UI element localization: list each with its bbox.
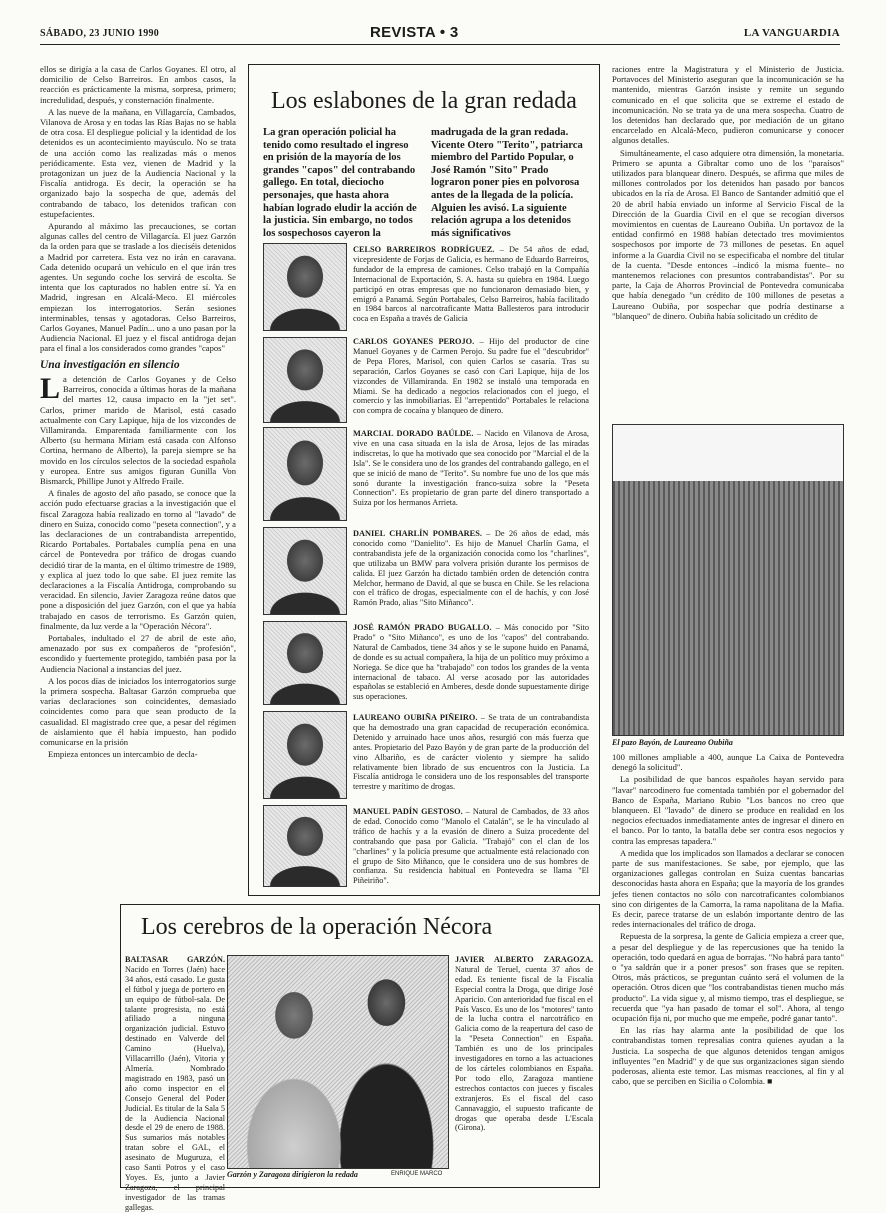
photo-caption: El pazo Bayón, de Laureano Oubiña <box>612 738 733 747</box>
issue-date: SÁBADO, 23 JUNIO 1990 <box>40 28 160 39</box>
left-article-column <box>40 64 236 906</box>
right-article-column-bottom <box>612 752 844 1182</box>
portrait-photo <box>263 805 347 887</box>
bio-name: JAVIER ALBERTO ZARAGOZA. <box>455 955 593 964</box>
drop-cap: L <box>40 371 61 405</box>
portrait-photo <box>263 337 347 423</box>
article-paragraph: 100 millones ampliable a 400, aunque La Caixa de Pontevedra denegó la solicitud". <box>612 752 844 773</box>
bio-entry: CELSO BARREIROS RODRÍGUEZ. – De 54 años de edad, vicepresidente de Forjas de Galicia, es hermano de Eduardo Barreiros, fundador de la empresa de camiones. Celso trabajó en la Compañía Internacional de Exportación, S. A. hasta su quiebra en 1984. Luego participó en otras empresas que no funcionaron demasiado bien, y emigró a Panamá. Según Portabales, Celso Barreiros, había facilitado en 1984 barcos al narcotraficante Matta Ballesteros para introducir coca en España a través de Galicia <box>353 245 590 324</box>
portrait-photo <box>263 243 347 331</box>
box-lead-left: La gran operación policial ha tenido como resultado el ingreso en prisión de la mayoría de los grandes "capos" del contrabando gallego. En total, dieciocho personajes, que hasta ahora habían logrado eludir la acción de la justicia. Sin embargo, no todos los sospechosos cayeron la <box>263 127 417 239</box>
bio-entry: JAVIER ALBERTO ZARAGOZA. Natural de Teruel, cuenta 37 años de edad. Es teniente fiscal de la Fiscalía Especial contra la Droga, que dirige José Aparicio. Con anterioridad fue fiscal en el País Vasco. Es uno de los "motores" tanto de la lucha contra el narcotráfico en Galicia como de la reapertura del caso de la "Peseta Connection" en España. También es uno de los principales investigadores en torno a las actuaciones de los cárteles colombianos en España. Por todo ello, Zaragoza mantiene estrechos contactos con jueces y fiscales extranjeros. Es el fiscal del caso Cannavaggio, el supuesto traficante de drogas que operaba desde L'Escala (Girona). <box>455 955 593 1133</box>
article-paragraph: Empieza entonces un intercambio de decla- <box>48 749 198 760</box>
bio-name: CARLOS GOYANES PEROJO. <box>353 337 475 346</box>
article-paragraph: A medida que los implicados son llamados a declarar se conocen parte de sus manifestaciones. Se sabe, por ejemplo, que las organizaciones gallegas controlan en Suiza cuentas bancarias desconocidas hasta ahora en España; que la mayoría de los grandes jefes tienen contactos no sólo con narcotraficantes colombianos sino con dirigentes de la Camorra, la rama napolitana de la Mafia. Es decir, parece tratarse de un eslabón importante dentro de las redes internacionales del tráfico de droga. <box>612 847 844 930</box>
bio-entry: MARCIAL DORADO BAÚLDE. – Nacido en Vilanova de Arosa, vive en una casa situada en la isla de Arosa, lejos de las miradas indiscretas, lo que ha motivado que sea conocido por "Marcial el de la Isla". Se le considera uno de los grandes del contrabando gallego, en el que se inició de mano de "Terito". Su nombre fue uno de los que más sonó durante la investigación franco-suiza sobre la "Peseta Connection". Es propietario de gran parte del dinero transportado a Suiza por los hermanos Arrieta. <box>353 429 589 508</box>
article-paragraph: A los pocos días de iniciados los interrogatorios surge la primera sospecha. Baltasar Garzón comprueba que varias declaraciones son coincidentes, demasiado coincidentes como para que sean producto de la casualidad. El magistrado cree que, a pesar del régimen de aislamiento que él había impuesto, han podido comunicarse en la prisión <box>40 675 236 747</box>
box-title: Los cerebros de la operación Nécora <box>141 914 493 940</box>
bio-entry: BALTASAR GARZÓN. Nacido en Torres (Jaén) hace 34 años, está casado. Le gusta el fútbol y juega de portero en un equipo de fútbol-sala. De talante progresista, no está afiliado a ninguna organización judicial. Estuvo destinado en Valverde del Camino (Huelva), Villacarrillo (Jaén), Vitoria y Almería. Nombrado magistrado en 1983, pasó un año como inspector en el Consejo General del Poder Judicial. Es titular de la Sala 5 de la Audiencia Nacional desde el 29 de enero de 1988. Sus sumarios más notables tratan sobre el GAL, el asesinato de Muguruza, el caso Santi Potros y el caso Yoyes. Es, junto a Javier Zaragoza, el principal investigador de las tramas gallegas. <box>125 955 225 1212</box>
bio-name: BALTASAR GARZÓN. <box>125 955 225 964</box>
article-paragraph: Portabales, indultado el 27 de abril de este año, amenazado por sus ex compañeros de "profesión", escondido y fuertemente protegido, también pasa por la Audiencia Nacional a instancias del juez. <box>40 632 236 674</box>
portrait-photo <box>263 527 347 615</box>
portrait-photo <box>263 621 347 705</box>
newspaper-name: LA VANGUARDIA <box>743 27 840 39</box>
article-paragraph: Apurando al máximo las precauciones, se cortan algunas calles del centro de Villagarcía. El juez Garzón da la orden para que se traslade a los dieciséis detenidos a Madrid por carretera. Esta vez no irán en caravana. Cada detenido ocupará un vehículo en el que irán tres agentes. Un segundo coche los servirá de escolta. Se intenta que los capturados no hablen entre sí. Ya en Madrid, ingresan en Alcalá-Meco. El miércoles empiezan los interrogatorios. Serán sesiones interminables, tensas y agotadoras. Celso Barreiros, Carlos Goyanes, Manuel Padín... uno a uno pasan por la Audiencia Nacional. El juez y el fiscal antidroga dejan para el final a los considerados como grandes "capos" <box>40 221 236 354</box>
article-paragraph: ellos se dirigía a la casa de Carlos Goyanes. El otro, al domicilio de Celso Barreiros. En ambos casos, la reacción es prácticamente la misma, sorpresa, primero; incredulidad, después, y consternación finalmente. <box>40 64 236 105</box>
bio-entry: DANIEL CHARLÍN POMBARES. – De 26 años de edad, más conocido como "Danielito". Es hijo de Manuel Charlín Gama, el contrabandista jefe de la organización conocida como los "charlines", que utilizaba un BMW para volvera prisión durante los permisos de calida. El juez Garzón ha dictado también orden de detención contra Melchor, hermano de David, al que se busca en Chile. Se les relaciona con el tráfico de drogas, especialmente con el de hachís, y con José Ramón Prado, alias "Sito Miñanco". <box>353 529 589 608</box>
bio-name: JOSÉ RAMÓN PRADO BUGALLO. <box>353 623 492 632</box>
article-paragraph: A las nueve de la mañana, en Villagarcía, Cambados, Vilanova de Arosa y en todas las Rías Bajas no se habla de otra cosa. El despliegue policial y la identidad de los detenidos es un acontecimiento mayúsculo. No se trata de una acción como las realizadas más o menos periódicamente. Esta vez, vienen de Madrid y la protagonizan un juez de la Audiencia Nacional y la Fiscalía antidroga. Es decir, la operación se ha organizado bajo la sospecha de que, además del contrabando de tabaco, los detenidos trafican con estupefacientes. <box>40 106 236 219</box>
pazo-photo <box>612 424 844 736</box>
right-article-column-top <box>612 64 844 420</box>
photo-caption: Garzón y Zaragoza dirigieron la redada <box>227 1170 358 1179</box>
bio-entry: JOSÉ RAMÓN PRADO BUGALLO. – Más conocido por "Sito Prado" o "Sito Miñanco", es uno de los "capos" del contrabando. Natural de Cambados, tiene 34 años y se le supone huido en Panamá, de donde es su actual compañera, la hija de un político muy próximo a Noriega. Se dice que ha "trabajado" con todos los grandes de la venta internacional de tabaco. Al verse acosado por las autoridades españolas se estableció en Amberes, desde donde supuestamente dirige sus operaciones. <box>353 623 589 702</box>
section-label: REVISTA • 3 <box>370 24 459 41</box>
photo-credit: ENRIQUE MARCO <box>391 1171 443 1177</box>
bio-name: CELSO BARREIROS RODRÍGUEZ. <box>353 245 495 254</box>
article-paragraph: En las rías hay alarma ante la posibilidad de que los contrabandistas tomen represalias contra quienes ayudan a la Justicia. La sospecha de que algunos detenidos tengan amigos influyentes "en Madrid" y de que sus organizaciones sigan siendo poderosas, alienta este temor. Las mismas reacciones, al fin y al cabo, que se perciben en Sicilia o Colombia. ■ <box>612 1025 844 1087</box>
bio-name: MARCIAL DORADO BAÚLDE. <box>353 429 474 438</box>
bio-name: MANUEL PADÍN GESTOSO. <box>353 807 463 816</box>
bio-entry: MANUEL PADÍN GESTOSO. – Natural de Cambados, de 33 años de edad. Conocido como "Manolo el Catalán", se le ha vinculado al tráfico de hachís y a la evasión de dinero a Suiza procedente del contrabando que pasa por Galicia. "Trabajó" con el clan de los "charlines" y la policía presume que actualmente está relacionado con el grupo de Sito Miñanco, que le considera uno de sus hombres de confianza. Su residencia habitual en Pontevedra se llama "El Piñeiriño". <box>353 807 589 886</box>
bio-entry: CARLOS GOYANES PEROJO. – Hijo del productor de cine Manuel Goyanes y de Carmen Perojo. Su padre fue el "descubridor" de Pepa Flores, Marisol, con quien Carlos se casaría. Tras su separación, Carlos Goyanes se casó con Cari Lapique, hija de los vizcondes de Villamiranda. En 1982 se instaló una temporada en Miami. Se ha dedicado a negocios relacionados con el juego, el comercio y las inmobiliarias. El "arrepentido" Portabales le relaciona con compra de cocaína y blanqueo de dinero. <box>353 337 590 416</box>
box-title: Los eslabones de la gran redada <box>271 88 577 114</box>
box-lead-right: madrugada de la gran redada. Vicente Otero "Terito", patriarca miembro del Partido Popular, o José Ramón "Sito" Prado lograron poner pies en polvorosa antes de la llegada de la policía. Alguien les avisó. La siguiente relación agrupa a los detenidos más significativos <box>431 127 583 239</box>
article-paragraph: a detención de Carlos Goyanes y de Celso Barreiros, conocida a últimas horas de la mañana del martes 12, causa impacto en la "jet set". Carlos, primer marido de Marisol, está casado actualmente con Cary Lapique, hija de los vizcondes de Villamiranda. Emparentada familiarmente con los Alberto (su hermana Miriam está casada con Alfonso Cortina, hermano de Alberto), la pareja siempre se ha movido en los círculos selectos de la sociedad española y europea. Entre sus amigos figuran Gunilla Von Bismarck, Phillipe Junot y Alfredo Fraile. <box>40 373 236 486</box>
portrait-photo <box>263 427 347 521</box>
article-paragraph: Repuesta de la sorpresa, la gente de Galicia empieza a creer que, a pesar del despliegue y de las repercusiones que ha tenido la operación, todo quedará en agua de borrajas. "No habrá para tanto" o "ya saldrán que ir a poner presos" son frases que se repiten. Otros, más prácticos, se preguntan cuánto será el volumen de la operación. Otros dicen que "los contrabandistas tienen mucho más producto". La vida sigue y, al mismo tiempo, tras el despliegue, se recuerda que "ya han pasado de tomar el sol". Ahora, al tengo ocupación fija ni, por mucho que me empeñe, podré ganar tanto". <box>612 931 844 1024</box>
sidebar-box-cerebros <box>120 904 600 1212</box>
article-paragraph: Simultáneamente, el caso adquiere otra dimensión, la monetaria. Primero se apunta a Gibraltar como uno de los "paraísos" utilizados para blanquear dinero. Después, se afirma que miles de millones controlados por los detenidos han pasado por bancos ubicados en la ría de Arosa. El Banco de Santander admitió que el 20 de abril había enviado un informe al Servicio Fiscal de la Dirección de la Guardia Civil en el que se recogían diversos movimientos en cuentas de Laureano Oubiña. Un portavoz de la entidad confirmó en 1988 habían detectado tres movimientos sospechosos por importe de 73 millones de pesetas. En aquel informe a la Guardia Civil no se especificaba el nombre del titular de la cuenta. "Desde entonces –indicó la misma fuente– no mantenemos relaciones con presuntos contrabandistas". Por su parte, la Caja de Ahorros Provincial de Pontevedra comunicaba que había denegado "un crédito de 100 millones de pesetas a Laureano Oubiña, por sospechar que podría destinarse a "blanqueo" de dinero. Oubiña había solicitado un crédito de <box>612 147 844 321</box>
article-paragraph: raciones entre la Magistratura y el Ministerio de Justicia. Portavoces del Ministerio aseguran que la incomunicación se ha mantenido, mientras Garzón insiste y remite un segundo comunicado en el que solicita que se extreme el estado de incomunicación. No se trata ya de una mera sospecha. Cuatro de los detenidos han declarado que, por mediación de un gitano encarcelado en Alcalá-Meco, pudieron comunicarse y conocer algunos detalles. <box>612 64 844 146</box>
bio-name: LAUREANO OUBIÑA PIÑEIRO. <box>353 713 478 722</box>
article-paragraph: La posibilidad de que bancos españoles hayan servido para "lavar" narcodinero fue comentada también por el gobernador del Banco de España, Mariano Rubio "Los bancos no creo que blanqueen. El "lavado" de dinero se produce en realidad en los negocios efectuados inmediatamente antes de ingresar el dinero en el banco. Por lo tanto, la batalla debe ser contra esos negocios y contra las empresas tapadera." <box>612 774 844 846</box>
bio-entry: LAUREANO OUBIÑA PIÑEIRO. – Se trata de un contrabandista que ha demostrado una gran capacidad de recuperación económica. Detenido y arruinado hace unos años, resurgió con más fuerza que antes. Propietario del Pazo Bayón y de gran parte de la producción del vino Albariño, es de carácter violento y siempre ha salido relativamente bien librado de sus encuentros con la Justicia. La Fiscalía antidroga le considera uno de los responsables del transporte terrestre y marítimo de drogas. <box>353 713 589 792</box>
masthead <box>40 22 840 45</box>
article-paragraph: A finales de agosto del año pasado, se conoce que la acción pudo efectuarse gracias a la investigación que el fiscal Zaragoza había realizado en torno al "lavado" de dinero en Suiza, conocido como "peseta connection", y a las declaraciones de un contrabandista arrepentido, Ricardo Portabales. Portabales cumplía pena en una cárcel de Pontevedra por tráfico de drogas cuando decidió tirar de la manta, en el último trimestre de 1989, y explica al juez todo lo que sabe. El juez remite las declaraciones a la Fiscalía Antidroga, comprobando su veracidad. En silencio, Javier Zaragoza reúne datos que pone a disposición del juez Garzón, con el que ya había trabajado en casos de terrorismo. Es Garzón quien, finalmente, da luz verde a la "Operación Nécora". <box>40 488 236 631</box>
garzon-zaragoza-photo <box>227 955 449 1169</box>
subheading: Una investigación en silencio <box>40 358 180 371</box>
bio-name: DANIEL CHARLÍN POMBARES. <box>353 529 482 538</box>
sidebar-box-eslabones <box>248 64 600 896</box>
portrait-photo <box>263 711 347 799</box>
